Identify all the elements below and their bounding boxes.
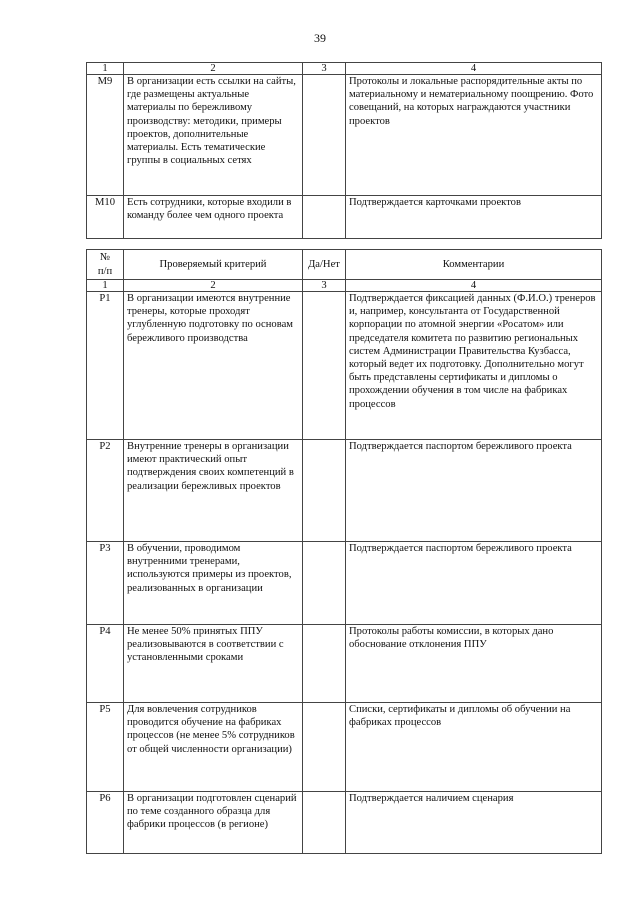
row-comment: Списки, сертификаты и дипломы об обучении на фабриках процессов [346, 703, 602, 792]
criteria-table [86, 249, 602, 854]
table-row [87, 292, 602, 440]
col-number-1: 1 [87, 63, 124, 75]
table-row [87, 792, 602, 854]
row-id: Р3 [87, 542, 124, 625]
page-number: 39 [314, 31, 326, 45]
row-id: Р4 [87, 625, 124, 703]
row-criterion: В обучении, проводимом внутренними тренерами, используются примеры из проектов, реализованных в организации [124, 542, 303, 625]
row-id: М10 [87, 196, 124, 239]
col-number-3: 3 [303, 63, 346, 75]
col-number-4: 4 [346, 63, 602, 75]
column-number-row [87, 63, 602, 75]
row-id: Р5 [87, 703, 124, 792]
col-number-4: 4 [346, 280, 602, 292]
col-number-2: 2 [124, 280, 303, 292]
header-comments: Комментарии [346, 250, 602, 280]
row-yes-no [303, 542, 346, 625]
row-comment: Протоколы и локальные распорядительные акты по материальному и нематериальному поощрению. Фото совещаний, на которых награждаются участники проектов [346, 75, 602, 196]
table-row [87, 196, 602, 239]
row-yes-no [303, 196, 346, 239]
header-criterion: Проверяемый критерий [124, 250, 303, 280]
row-yes-no [303, 440, 346, 542]
row-id: Р2 [87, 440, 124, 542]
row-id: М9 [87, 75, 124, 196]
header-number: № п/п [87, 250, 124, 280]
table-row [87, 440, 602, 542]
row-criterion: Есть сотрудники, которые входили в команду более чем одного проекта [124, 196, 303, 239]
row-yes-no [303, 292, 346, 440]
col-number-2: 2 [124, 63, 303, 75]
row-yes-no [303, 75, 346, 196]
row-comment: Протоколы работы комиссии, в которых дано обоснование отклонения ППУ [346, 625, 602, 703]
header-row [87, 250, 602, 280]
row-criterion: В организации есть ссылки на сайты, где размещены актуальные материалы по бережливому производству: методики, примеры проектов, дополнительные материалы. Есть тематические группы в социальных сетях [124, 75, 303, 196]
row-criterion: В организации имеются внутренние тренеры, которые проходят углубленную подготовку по основам бережливого производства [124, 292, 303, 440]
table-row [87, 75, 602, 196]
row-criterion: Не менее 50% принятых ППУ реализовываются в соответствии с установленными сроками [124, 625, 303, 703]
col-number-1: 1 [87, 280, 124, 292]
col-number-3: 3 [303, 280, 346, 292]
criteria-table-continued [86, 62, 602, 239]
table-row [87, 703, 602, 792]
row-id: Р6 [87, 792, 124, 854]
row-comment: Подтверждается наличием сценария [346, 792, 602, 854]
table-row [87, 542, 602, 625]
row-comment: Подтверждается карточками проектов [346, 196, 602, 239]
table-row [87, 625, 602, 703]
column-number-row [87, 280, 602, 292]
row-yes-no [303, 703, 346, 792]
row-yes-no [303, 625, 346, 703]
row-comment: Подтверждается паспортом бережливого проекта [346, 440, 602, 542]
row-comment: Подтверждается паспортом бережливого проекта [346, 542, 602, 625]
row-yes-no [303, 792, 346, 854]
header-yes-no: Да/Нет [303, 250, 346, 280]
row-criterion: Для вовлечения сотрудников проводится обучение на фабриках процессов (не менее 5% сотрудников от общей численности организации) [124, 703, 303, 792]
row-id: Р1 [87, 292, 124, 440]
row-comment: Подтверждается фиксацией данных (Ф.И.О.) тренеров и, например, консультанта от Государственной корпорации по атомной энергии «Росатом» или председателя комитета по развитию региональных систем Администрации Правительства Кузбасса, который ведет их подготовку. Дополнительно могут быть представлены сертификаты и дипломы о прохождении обучения в том числе на фабриках процессов [346, 292, 602, 440]
row-criterion: В организации подготовлен сценарий по теме созданного образца для фабрики процессов (в регионе) [124, 792, 303, 854]
row-criterion: Внутренние тренеры в организации имеют практический опыт подтверждения своих компетенций в реализации бережливых проектов [124, 440, 303, 542]
